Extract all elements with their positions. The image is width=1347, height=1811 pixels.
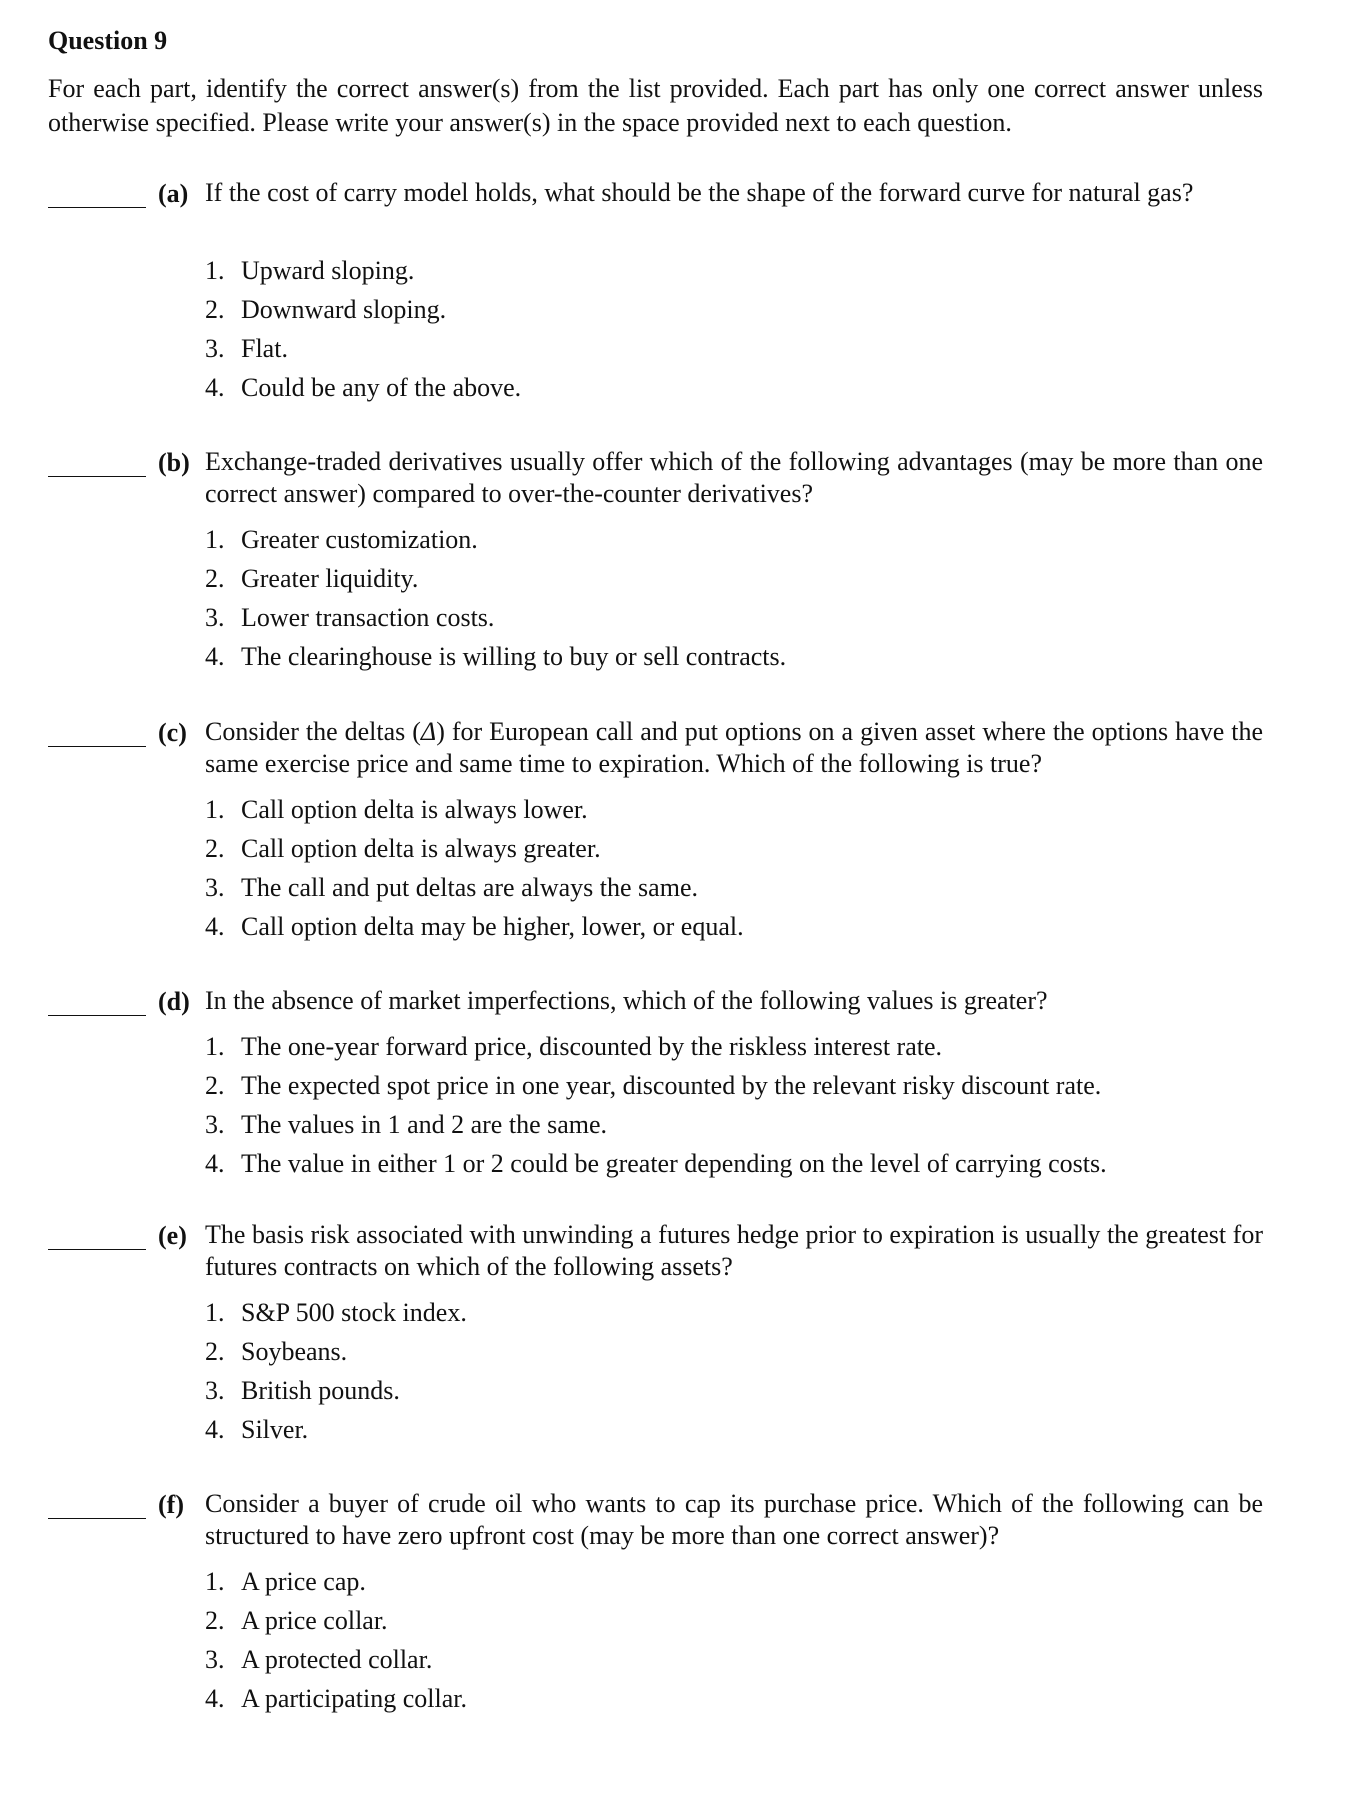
part-question-d: In the absence of market imperfections, which of the following values is greater? [205, 986, 1048, 1015]
option-a-4: 4. Could be any of the above. [205, 373, 522, 402]
option-f-4: 4. A participating collar. [205, 1684, 467, 1713]
options-list-b [205, 523, 786, 679]
option-b-2: 2. Greater liquidity. [205, 564, 419, 593]
answer-blank-d[interactable] [48, 1015, 146, 1016]
options-list-e [205, 1296, 467, 1452]
part-label-c: (c) [158, 718, 187, 747]
options-list-c [205, 793, 744, 949]
option-c-3: 3. The call and put deltas are always the same. [205, 873, 698, 902]
option-f-2: 2. A price collar. [205, 1606, 388, 1635]
part-label-b: (b) [158, 448, 190, 477]
part-label-d: (d) [158, 987, 190, 1016]
answer-blank-a[interactable] [48, 207, 146, 208]
part-label-e: (e) [158, 1221, 187, 1250]
answer-blank-e[interactable] [48, 1249, 146, 1250]
part-question-e: The basis risk associated with unwinding a futures hedge prior to expiration is usually the greatest for futures contracts on which of the following assets? [205, 1220, 1263, 1281]
option-a-1: 1. Upward sloping. [205, 256, 415, 285]
part-question-f: Consider a buyer of crude oil who wants to cap its purchase price. Which of the following can be structured to have zero upfront cost (may be more than one correct answer)? [205, 1489, 1263, 1550]
option-f-1: 1. A price cap. [205, 1567, 366, 1596]
options-list-a [205, 254, 521, 410]
option-e-1: 1. S&P 500 stock index. [205, 1298, 467, 1327]
option-a-2: 2. Downward sloping. [205, 295, 447, 324]
options-list-f [205, 1565, 467, 1721]
instructions-text: For each part, identify the correct answer(s) from the list provided. Each part has only one correct answer unless otherwise specified. Please write your answer(s) in the space provided next to each question. [48, 74, 1263, 137]
option-c-2: 2. Call option delta is always greater. [205, 834, 601, 863]
option-b-1: 1. Greater customization. [205, 525, 478, 554]
delta-symbol: Δ [420, 717, 437, 746]
part-question-c: Consider the deltas (Δ) for European call and put options on a given asset where the options have the same exercise price and same time to expiration. Which of the following is true? [205, 717, 1264, 778]
option-d-1: 1. The one-year forward price, discounted by the riskless interest rate. [205, 1032, 943, 1061]
option-c-4: 4. Call option delta may be higher, lower, or equal. [205, 912, 744, 941]
option-a-3: 3. Flat. [205, 334, 288, 363]
option-e-2: 2. Soybeans. [205, 1337, 348, 1366]
option-d-4: 4. The value in either 1 or 2 could be greater depending on the level of carrying costs. [205, 1149, 1107, 1178]
part-label-a: (a) [158, 179, 189, 208]
option-f-3: 3. A protected collar. [205, 1645, 433, 1674]
option-d-3: 3. The values in 1 and 2 are the same. [205, 1110, 608, 1139]
option-b-3: 3. Lower transaction costs. [205, 603, 495, 632]
part-label-f: (f) [158, 1490, 184, 1519]
part-question-b: Exchange-traded derivatives usually offer which of the following advantages (may be more than one correct answer) compared to over-the-counter derivatives? [205, 447, 1263, 508]
answer-blank-b[interactable] [48, 476, 146, 477]
answer-blank-c[interactable] [48, 746, 146, 747]
option-e-4: 4. Silver. [205, 1415, 309, 1444]
option-d-2: 2. The expected spot price in one year, discounted by the relevant risky discount rate. [205, 1071, 1102, 1100]
answer-blank-f[interactable] [48, 1518, 146, 1519]
option-e-3: 3. British pounds. [205, 1376, 400, 1405]
option-b-4: 4. The clearinghouse is willing to buy or sell contracts. [205, 642, 787, 671]
question-instructions [48, 72, 1263, 140]
part-question-a: If the cost of carry model holds, what should be the shape of the forward curve for natural gas? [205, 178, 1194, 207]
option-c-1: 1. Call option delta is always lower. [205, 795, 588, 824]
options-list-d [205, 1030, 1107, 1186]
question-title: Question 9 [48, 26, 168, 55]
